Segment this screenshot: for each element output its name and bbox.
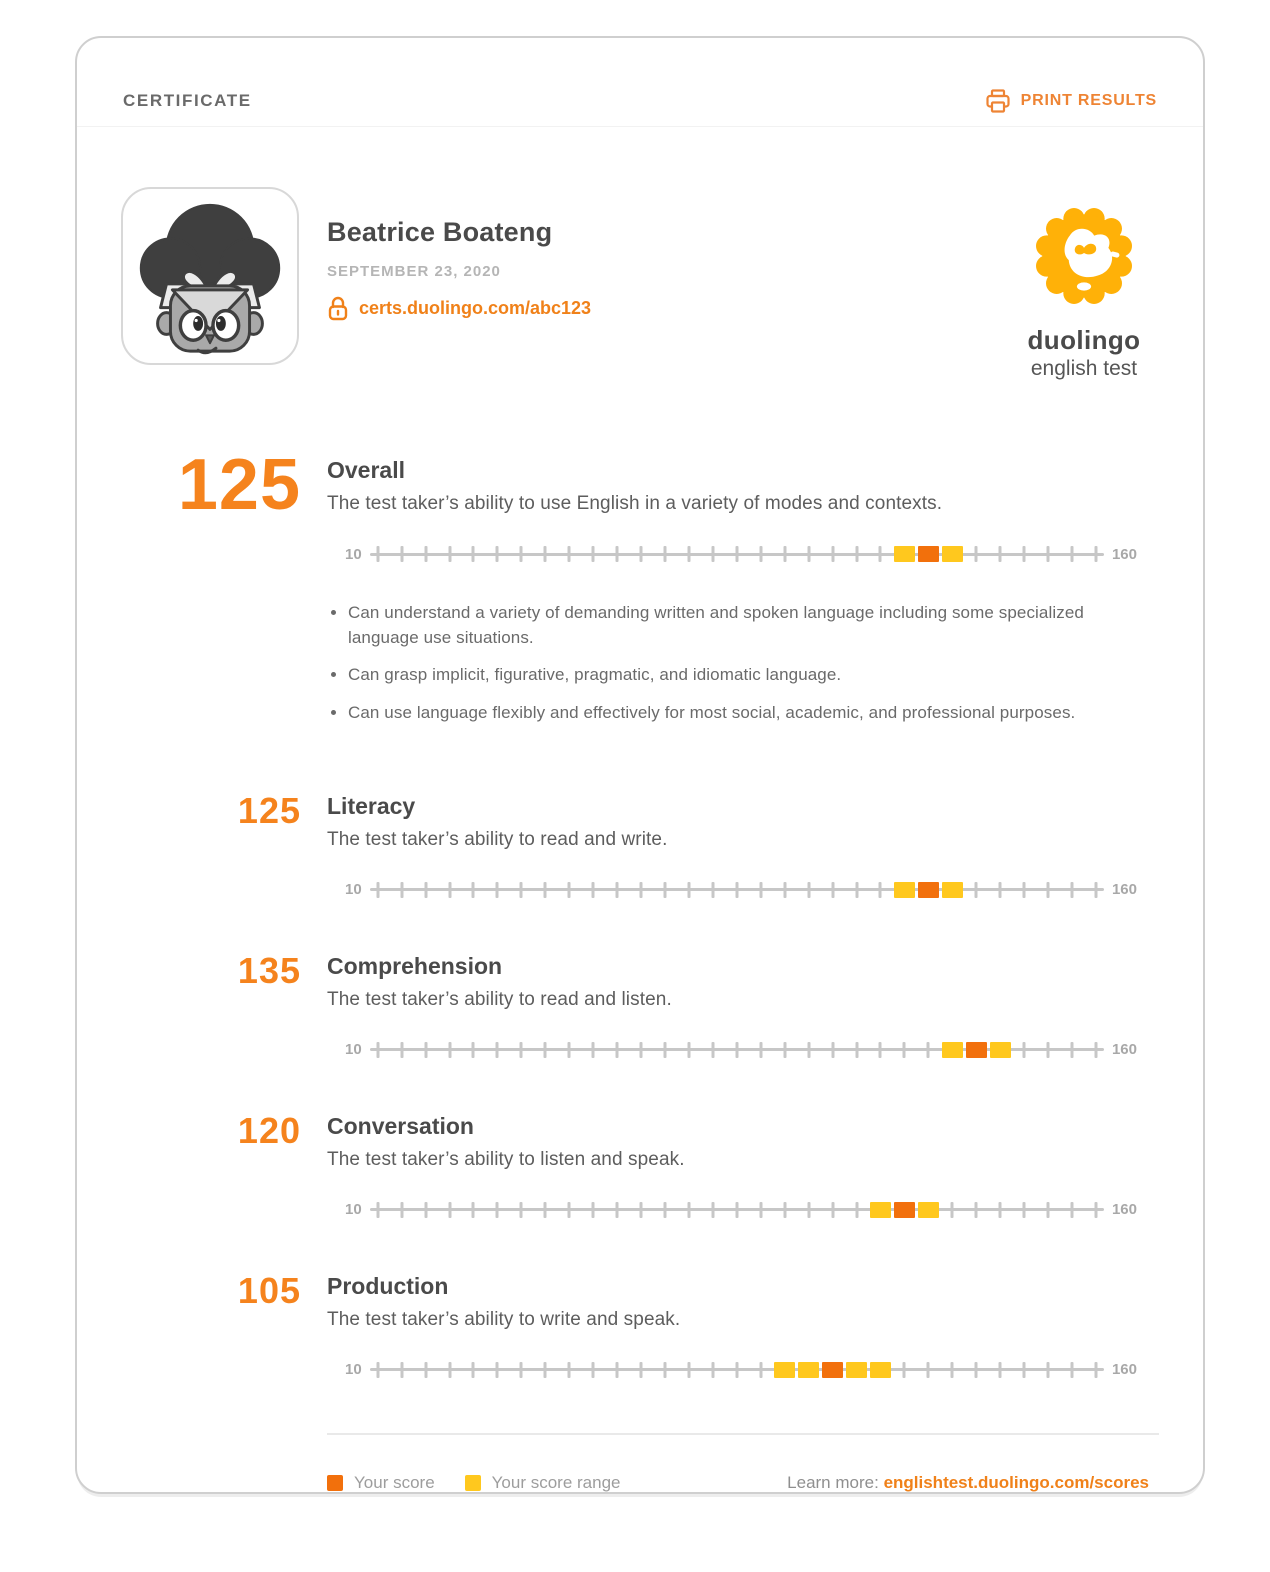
scale-tick [999, 1362, 1002, 1378]
scale-tick [592, 882, 595, 898]
scale-tick [879, 882, 882, 898]
score-content [327, 1113, 1159, 1219]
score-range-segment [942, 1042, 963, 1058]
scale-tick [855, 1202, 858, 1218]
score-range-segment [918, 1202, 939, 1218]
scale-tick [376, 1042, 379, 1058]
scale-tick [783, 546, 786, 562]
scale-tick [448, 1042, 451, 1058]
scale-tick [1071, 546, 1074, 562]
scale-tick [496, 1362, 499, 1378]
scale-tick [1071, 1042, 1074, 1058]
scale-tick [855, 546, 858, 562]
learn-more-link[interactable]: englishtest.duolingo.com/scores [883, 1472, 1149, 1492]
scale-tick [520, 1042, 523, 1058]
scale-tick [999, 546, 1002, 562]
scale-tick [735, 882, 738, 898]
print-results-label: PRINT RESULTS [1020, 92, 1157, 109]
scale-tick [1023, 1042, 1026, 1058]
score-legend [327, 1473, 621, 1493]
scale-tick [1047, 1202, 1050, 1218]
scale-tick [664, 882, 667, 898]
scale-tick [783, 1202, 786, 1218]
scale-tick [664, 1042, 667, 1058]
scale-tick [951, 1362, 954, 1378]
scale-tick [616, 546, 619, 562]
scale-tick [376, 1362, 379, 1378]
score-content [327, 793, 1159, 899]
avatar-illustration [123, 189, 297, 363]
scale-tick [496, 882, 499, 898]
scale-tick [640, 1362, 643, 1378]
scale-tick [544, 546, 547, 562]
scale-tick [472, 882, 475, 898]
scale-tick [424, 1362, 427, 1378]
scale-tick [951, 1202, 954, 1218]
scale-tick [1023, 882, 1026, 898]
scale-tick [975, 546, 978, 562]
legend-label: Your score range [491, 1472, 621, 1492]
scale-min-label: 10 [345, 1201, 362, 1219]
scale-tick [807, 1042, 810, 1058]
scale-tick [568, 882, 571, 898]
scale-tick [640, 1202, 643, 1218]
print-results-button[interactable] [985, 88, 1157, 114]
scale-min-label: 10 [345, 545, 362, 563]
scale-tick [687, 882, 690, 898]
score-range-segment [870, 1202, 891, 1218]
scale-tick [424, 546, 427, 562]
scale-tick [687, 1042, 690, 1058]
scale-tick [520, 882, 523, 898]
scale-tick [759, 1362, 762, 1378]
score-section [121, 445, 1159, 739]
scale-tick [711, 546, 714, 562]
scale-tick [1094, 1362, 1097, 1378]
scale-tick [711, 1202, 714, 1218]
scale-tick [975, 1202, 978, 1218]
score-scale [327, 545, 1159, 563]
score-section [121, 789, 1159, 899]
score-description: The test taker’s ability to use English in a variety of modes and contexts. [327, 493, 943, 514]
scale-tick [376, 1202, 379, 1218]
scale-tick [400, 882, 403, 898]
scale-tick [687, 1202, 690, 1218]
scale-tick [735, 546, 738, 562]
score-title: Overall [327, 457, 405, 483]
score-marker [966, 1042, 987, 1058]
scale-tick [1023, 1202, 1026, 1218]
scale-tick [831, 1042, 834, 1058]
scale-tick [520, 1362, 523, 1378]
scale-tick [544, 1362, 547, 1378]
scale-tick [472, 546, 475, 562]
scale-tick [1094, 546, 1097, 562]
brand-name: duolingo [1027, 325, 1141, 355]
scale-tick [568, 546, 571, 562]
avatar [121, 187, 299, 365]
score-section [121, 1269, 1159, 1379]
score-value: 120 [237, 1109, 301, 1151]
scale-tick [472, 1202, 475, 1218]
printer-icon [985, 88, 1011, 114]
score-content [327, 953, 1159, 1059]
scale-min-label: 10 [345, 1361, 362, 1379]
scale-tick [735, 1042, 738, 1058]
score-range-segment [942, 546, 963, 562]
scale-tick [376, 546, 379, 562]
scale-max-label: 160 [1111, 1201, 1137, 1219]
legend-item [327, 1473, 435, 1493]
legend-label: Your score [354, 1472, 435, 1492]
scale-tick [568, 1042, 571, 1058]
scale-tick [735, 1202, 738, 1218]
scores-list [121, 445, 1159, 1379]
score-marker [918, 882, 939, 898]
scale-tick [711, 882, 714, 898]
card-footer [121, 1433, 1159, 1493]
scale-tick [544, 1202, 547, 1218]
lock-icon [327, 295, 349, 321]
scale-tick [616, 1202, 619, 1218]
scale-tick [999, 882, 1002, 898]
score-scale [327, 881, 1159, 899]
scale-tick [496, 1202, 499, 1218]
scale-tick [592, 1202, 595, 1218]
score-value: 125 [237, 789, 301, 831]
scale-tick [735, 1362, 738, 1378]
scale-tick [640, 1042, 643, 1058]
scale-track [378, 545, 1096, 563]
scale-tick [999, 1202, 1002, 1218]
score-title: Production [327, 1272, 449, 1299]
footer-divider [327, 1433, 1159, 1435]
scale-tick [424, 882, 427, 898]
scale-track [378, 1361, 1096, 1379]
score-marker [822, 1362, 843, 1378]
scale-tick [616, 1362, 619, 1378]
card-header [121, 38, 1159, 126]
scale-tick [903, 1362, 906, 1378]
scale-tick [448, 882, 451, 898]
scale-max-label: 160 [1111, 1041, 1137, 1059]
scale-tick [807, 546, 810, 562]
profile-section [121, 187, 1159, 381]
scale-tick [1047, 1042, 1050, 1058]
scale-tick [568, 1202, 571, 1218]
test-taker-name: Beatrice Boateng [327, 217, 553, 247]
bullet-item: • Can use language flexibly and effectively for most social, academic, and professional purposes. [348, 701, 1159, 726]
scale-max-label: 160 [1111, 545, 1137, 563]
scale-tick [544, 882, 547, 898]
scale-tick [616, 882, 619, 898]
scale-tick [1094, 1042, 1097, 1058]
scale-tick [376, 882, 379, 898]
bullet-item: • Can understand a variety of demanding written and spoken language including some specialized language use situations. [348, 601, 1159, 650]
scale-tick [496, 1042, 499, 1058]
scale-tick [759, 546, 762, 562]
legend-swatch [327, 1475, 343, 1491]
scale-tick [879, 546, 882, 562]
scale-tick [759, 1042, 762, 1058]
score-value: 125 [177, 445, 301, 525]
scale-tick [472, 1042, 475, 1058]
scale-tick [400, 1202, 403, 1218]
scale-tick [520, 1202, 523, 1218]
test-date: SEPTEMBER 23, 2020 [327, 263, 501, 280]
scale-tick [1047, 546, 1050, 562]
scale-max-label: 160 [1111, 1361, 1137, 1379]
certificate-url: certs.duolingo.com/abc123 [359, 297, 592, 318]
scale-min-label: 10 [345, 1041, 362, 1059]
scale-track [378, 1201, 1096, 1219]
scale-tick [759, 882, 762, 898]
scale-min-label: 10 [345, 881, 362, 899]
score-section [121, 949, 1159, 1059]
score-range-segment [798, 1362, 819, 1378]
scale-tick [927, 1042, 930, 1058]
score-range-segment [870, 1362, 891, 1378]
scale-tick [807, 882, 810, 898]
scale-tick [472, 1362, 475, 1378]
score-marker [918, 546, 939, 562]
scale-tick [1094, 1202, 1097, 1218]
scale-tick [1071, 1362, 1074, 1378]
profile-info [327, 187, 591, 321]
scale-tick [1047, 1362, 1050, 1378]
score-range-segment [894, 882, 915, 898]
scale-tick [783, 882, 786, 898]
certificate-link[interactable] [327, 295, 591, 321]
scale-tick [448, 1362, 451, 1378]
scale-tick [640, 882, 643, 898]
scale-tick [592, 546, 595, 562]
score-marker [894, 1202, 915, 1218]
score-range-segment [990, 1042, 1011, 1058]
scale-tick [831, 1202, 834, 1218]
scale-tick [496, 546, 499, 562]
score-description: The test taker’s ability to listen and speak. [327, 1148, 685, 1170]
score-description: The test taker’s ability to write and speak. [327, 1308, 681, 1330]
scale-tick [640, 546, 643, 562]
score-scale [327, 1361, 1159, 1379]
score-scale [327, 1041, 1159, 1059]
scale-tick [568, 1362, 571, 1378]
scale-track [378, 1041, 1096, 1059]
scale-tick [424, 1042, 427, 1058]
score-value: 105 [237, 1269, 301, 1311]
scale-tick [711, 1362, 714, 1378]
scale-tick [879, 1042, 882, 1058]
score-description: The test taker’s ability to read and write. [327, 828, 668, 850]
learn-more [787, 1473, 1149, 1493]
score-content [327, 457, 1159, 739]
certificate-card [75, 36, 1205, 1494]
scale-tick [448, 1202, 451, 1218]
scale-track [378, 881, 1096, 899]
scale-tick [1047, 882, 1050, 898]
scale-tick [448, 546, 451, 562]
score-range-segment [942, 882, 963, 898]
scale-tick [831, 882, 834, 898]
scale-tick [424, 1202, 427, 1218]
score-range-segment [846, 1362, 867, 1378]
scale-tick [1094, 882, 1097, 898]
duolingo-badge-logo [1023, 195, 1145, 317]
learn-more-label: Learn more: [787, 1472, 879, 1492]
scale-tick [711, 1042, 714, 1058]
scale-tick [520, 546, 523, 562]
scale-tick [975, 1362, 978, 1378]
score-title: Conversation [327, 1112, 474, 1139]
bullet-item: • Can grasp implicit, figurative, pragmatic, and idiomatic language. [348, 663, 1159, 688]
score-content [327, 1273, 1159, 1379]
score-bullets [327, 601, 1159, 726]
scale-tick [855, 1042, 858, 1058]
scale-tick [1071, 882, 1074, 898]
score-range-segment [774, 1362, 795, 1378]
scale-tick [807, 1202, 810, 1218]
scale-tick [616, 1042, 619, 1058]
scale-tick [664, 546, 667, 562]
scale-max-label: 160 [1111, 881, 1137, 899]
page-title: CERTIFICATE [123, 91, 252, 110]
scale-tick [831, 546, 834, 562]
scale-tick [975, 882, 978, 898]
scale-tick [664, 1362, 667, 1378]
scale-tick [1071, 1202, 1074, 1218]
score-range-segment [894, 546, 915, 562]
scale-tick [1023, 546, 1026, 562]
brand-subtitle: english test [1030, 357, 1138, 380]
legend-item [465, 1473, 621, 1493]
scale-tick [1023, 1362, 1026, 1378]
footer-row [327, 1473, 1149, 1493]
legend-swatch [465, 1475, 481, 1491]
scale-tick [903, 1042, 906, 1058]
scale-tick [687, 1362, 690, 1378]
score-title: Literacy [327, 792, 416, 819]
brand-block [1023, 187, 1145, 381]
scale-tick [664, 1202, 667, 1218]
scale-tick [783, 1042, 786, 1058]
score-title: Comprehension [327, 952, 503, 979]
scale-tick [855, 882, 858, 898]
scale-tick [759, 1202, 762, 1218]
scale-tick [927, 1362, 930, 1378]
score-value: 135 [237, 949, 301, 991]
scale-tick [687, 546, 690, 562]
scale-tick [400, 546, 403, 562]
scale-tick [544, 1042, 547, 1058]
scale-tick [592, 1042, 595, 1058]
score-section [121, 1109, 1159, 1219]
scale-tick [592, 1362, 595, 1378]
score-description: The test taker’s ability to read and listen. [327, 988, 672, 1010]
scale-tick [400, 1362, 403, 1378]
scale-tick [400, 1042, 403, 1058]
score-scale [327, 1201, 1159, 1219]
header-divider [77, 126, 1203, 127]
